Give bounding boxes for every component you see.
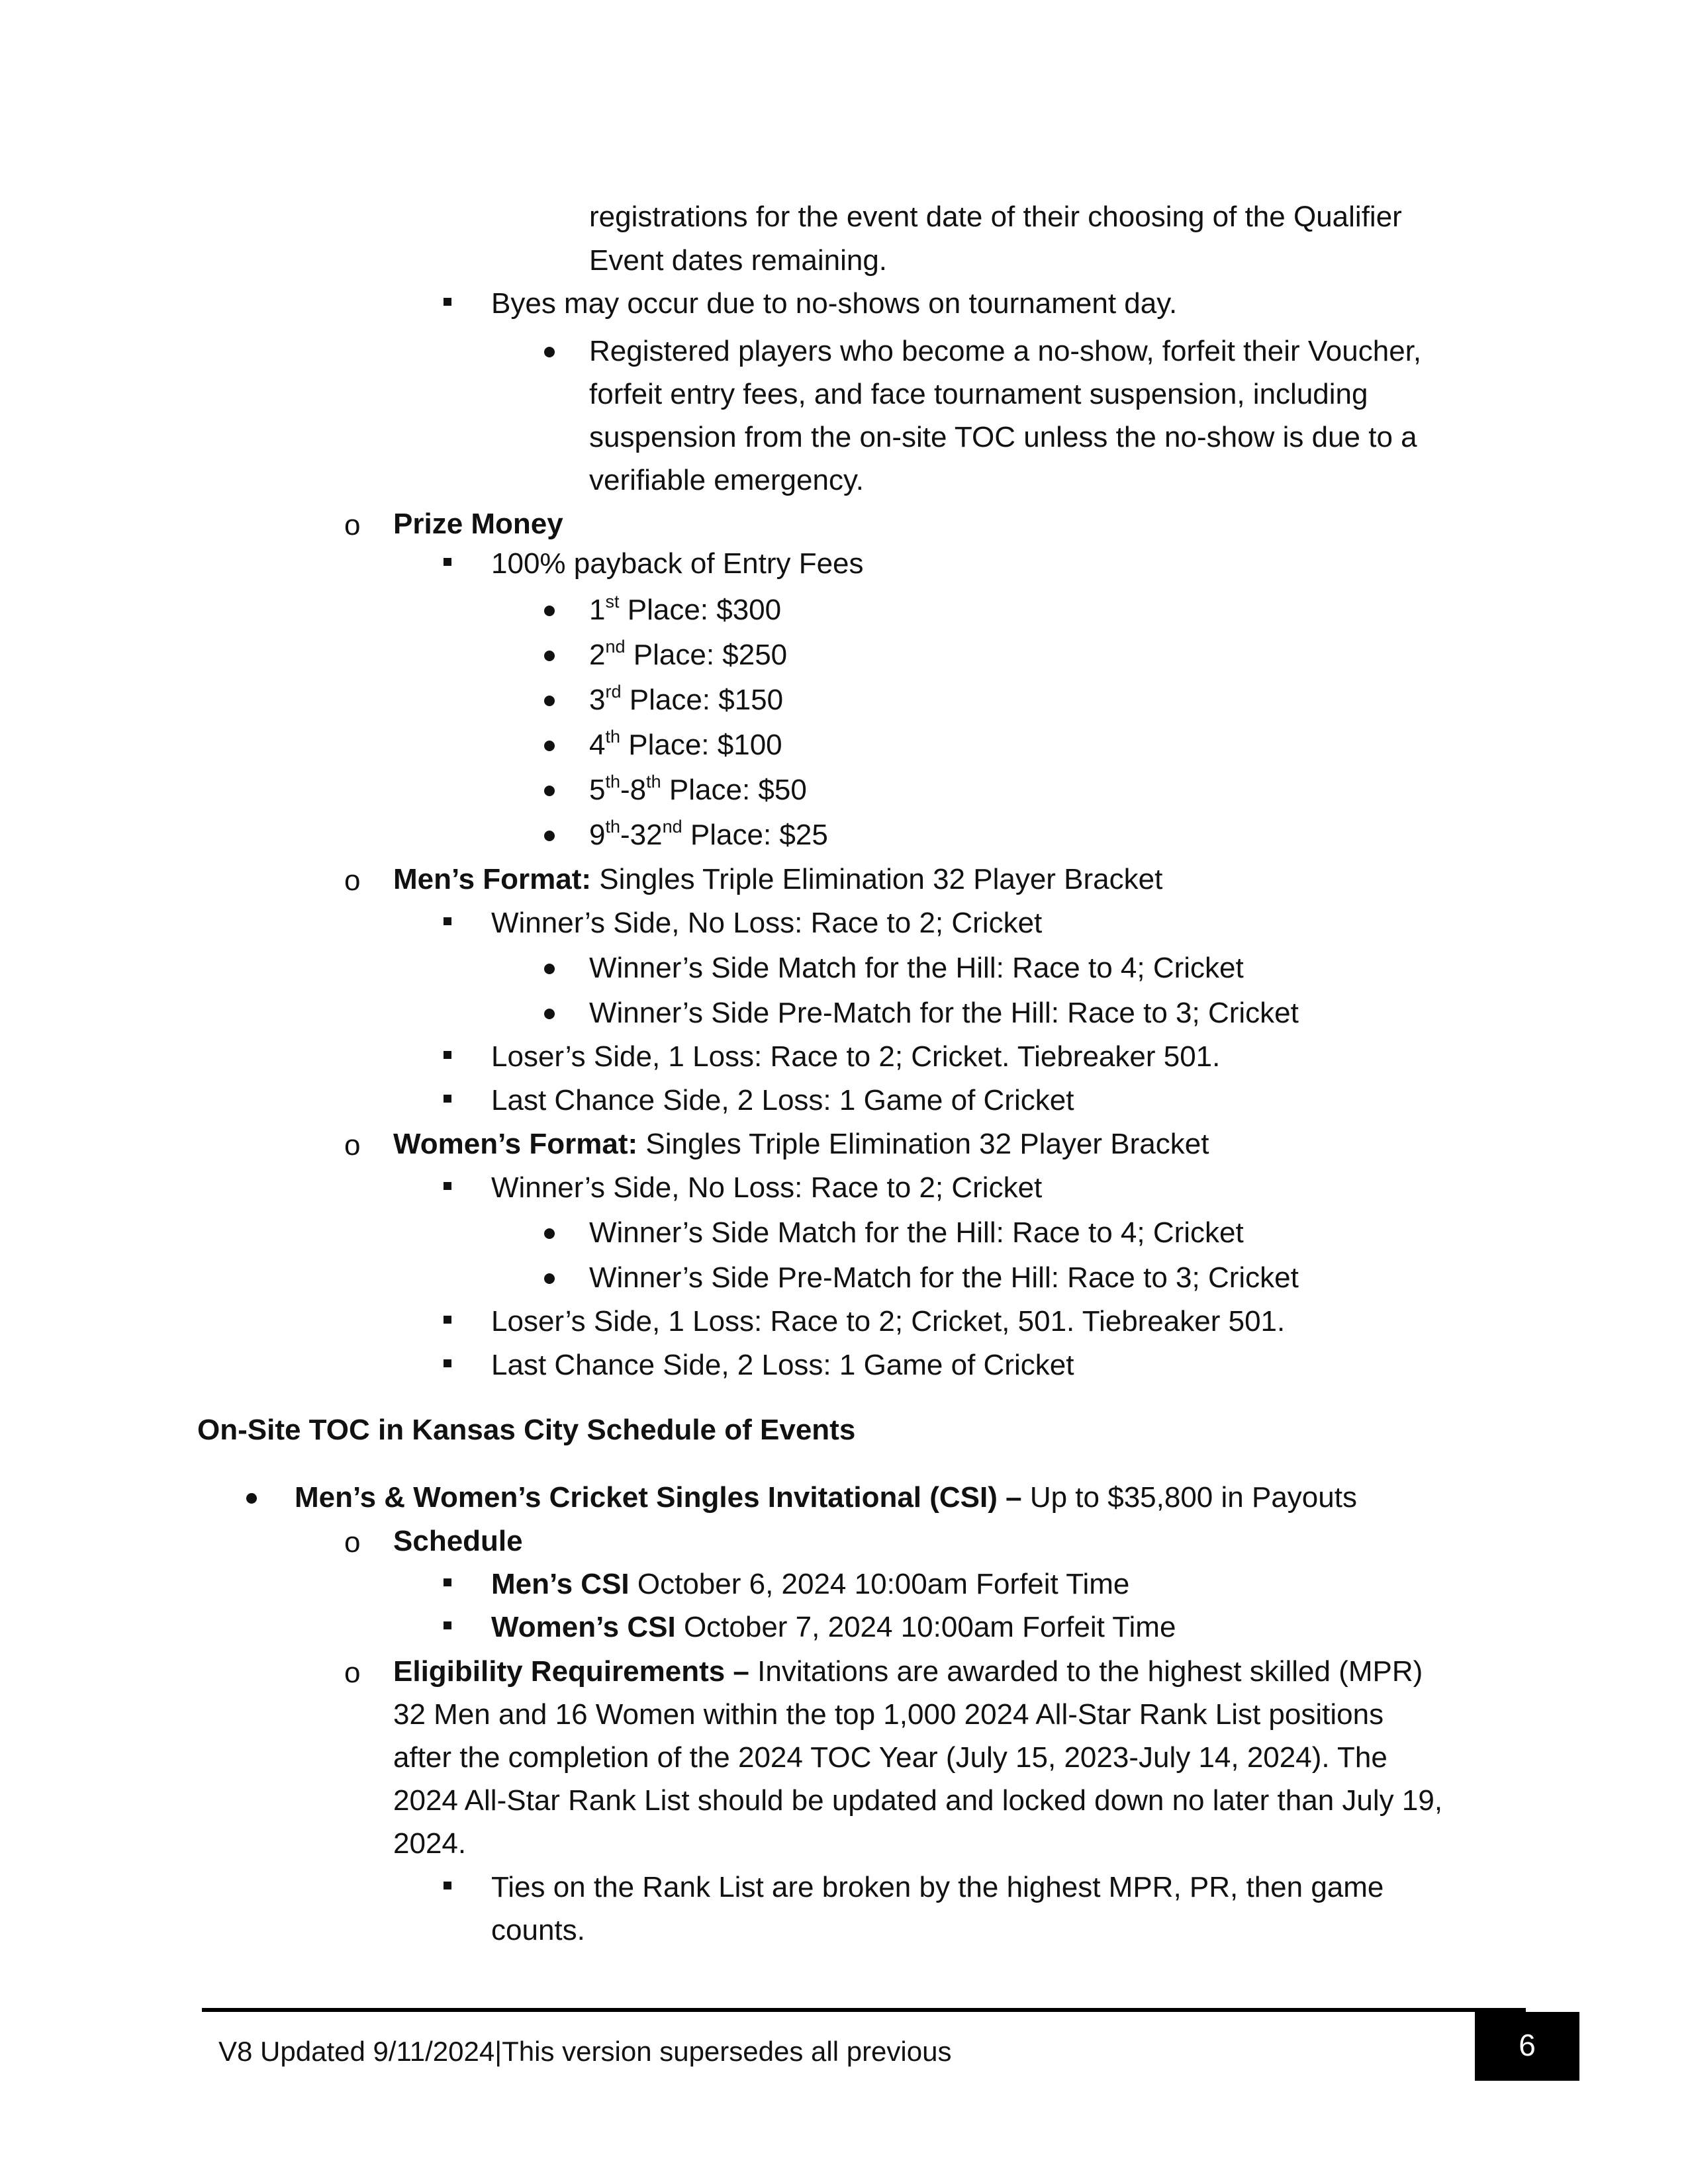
square-bullet-icon: [444, 917, 451, 925]
mens-format-line: Men’s Format: Singles Triple Elimination 32 Player Bracket: [393, 863, 1163, 895]
eligibility-continuation: 32 Men and 16 Women within the top 1,000 2024 All-Star Rank List positions: [393, 1698, 1384, 1731]
square-bullet-icon: [444, 558, 451, 566]
square-bullet-icon: [444, 1621, 451, 1629]
list-item: Winner’s Side, No Loss: Race to 2; Cricket: [491, 1171, 1043, 1204]
list-item: Winner’s Side Match for the Hill: Race to 4; Cricket: [589, 952, 1244, 984]
list-item: Winner’s Side Pre-Match for the Hill: Race to 3; Cricket: [589, 997, 1299, 1029]
round-bullet-icon: [544, 347, 555, 357]
round-bullet-icon: [544, 964, 555, 974]
square-bullet-icon: [444, 1578, 451, 1586]
schedule-heading: Schedule: [393, 1525, 523, 1557]
circle-bullet-icon: o: [344, 1129, 361, 1161]
footer-rule: [202, 2008, 1526, 2012]
list-item-continuation: counts.: [491, 1914, 585, 1946]
square-bullet-icon: [444, 1316, 451, 1324]
continuation-line: registrations for the event date of their choosing of the Qualifier: [589, 201, 1402, 233]
eligibility-continuation: 2024.: [393, 1827, 467, 1860]
square-bullet-icon: [444, 1095, 451, 1103]
round-bullet-icon: [544, 606, 555, 616]
list-item: Byes may occur due to no-shows on tournament day.: [491, 287, 1178, 320]
footer-text: V8 Updated 9/11/2024|This version supersedes all previous: [218, 2036, 952, 2067]
round-bullet-icon: [544, 831, 555, 841]
circle-bullet-icon: o: [344, 1657, 361, 1689]
prize-place-2: 2nd Place: $250: [589, 637, 788, 671]
square-bullet-icon: [444, 298, 451, 306]
square-bullet-icon: [444, 1182, 451, 1190]
list-item: Ties on the Rank List are broken by the highest MPR, PR, then game: [491, 1871, 1384, 1903]
round-bullet-icon: [246, 1493, 257, 1504]
square-bullet-icon: [444, 1882, 451, 1889]
prize-place-4: 4th Place: $100: [589, 727, 782, 761]
page-number: 6: [1519, 2028, 1536, 2062]
list-item: Loser’s Side, 1 Loss: Race to 2; Cricket. Tiebreaker 501.: [491, 1040, 1221, 1073]
circle-bullet-icon: o: [344, 509, 361, 541]
round-bullet-icon: [544, 1273, 555, 1284]
list-item-continuation: suspension from the on-site TOC unless the no-show is due to a: [589, 421, 1417, 453]
prize-place-1: 1st Place: $300: [589, 592, 782, 626]
square-bullet-icon: [444, 1051, 451, 1059]
circle-bullet-icon: o: [344, 1526, 361, 1559]
round-bullet-icon: [544, 1228, 555, 1239]
list-item: Winner’s Side, No Loss: Race to 2; Cricket: [491, 907, 1043, 939]
eligibility-continuation: 2024 All-Star Rank List should be updated and locked down no later than July 19,: [393, 1784, 1443, 1817]
square-bullet-icon: [444, 1359, 451, 1367]
prize-payback: 100% payback of Entry Fees: [491, 547, 864, 580]
list-item: Winner’s Side Pre-Match for the Hill: Race to 3; Cricket: [589, 1261, 1299, 1294]
prize-place-5-8: 5th-8th Place: $50: [589, 772, 807, 806]
continuation-line: Event dates remaining.: [589, 244, 888, 277]
section-heading: On-Site TOC in Kansas City Schedule of Events: [197, 1414, 856, 1446]
list-item-continuation: verifiable emergency.: [589, 464, 864, 496]
page-number-box: [1475, 2012, 1579, 2081]
mens-csi-line: Men’s CSI October 6, 2024 10:00am Forfeit Time: [491, 1568, 1130, 1600]
womens-csi-line: Women’s CSI October 7, 2024 10:00am Forfeit Time: [491, 1611, 1176, 1643]
round-bullet-icon: [544, 1009, 555, 1019]
round-bullet-icon: [544, 786, 555, 796]
prize-money-heading: Prize Money: [393, 508, 563, 540]
womens-format-line: Women’s Format: Singles Triple Elimination 32 Player Bracket: [393, 1128, 1209, 1160]
circle-bullet-icon: o: [344, 864, 361, 897]
round-bullet-icon: [544, 651, 555, 661]
round-bullet-icon: [544, 741, 555, 751]
prize-place-9-32: 9th-32nd Place: $25: [589, 817, 828, 851]
list-item: Registered players who become a no-show, forfeit their Voucher,: [589, 335, 1422, 367]
prize-place-3: 3rd Place: $150: [589, 682, 784, 716]
round-bullet-icon: [544, 696, 555, 706]
eligibility-line: Eligibility Requirements – Invitations are awarded to the highest skilled (MPR): [393, 1655, 1423, 1688]
eligibility-continuation: after the completion of the 2024 TOC Year (July 15, 2023-July 14, 2024). The: [393, 1741, 1387, 1774]
list-item: Last Chance Side, 2 Loss: 1 Game of Cricket: [491, 1084, 1074, 1116]
list-item: Loser’s Side, 1 Loss: Race to 2; Cricket, 501. Tiebreaker 501.: [491, 1305, 1286, 1338]
csi-line: Men’s & Women’s Cricket Singles Invitational (CSI) – Up to $35,800 in Payouts: [295, 1481, 1357, 1514]
list-item: Winner’s Side Match for the Hill: Race to 4; Cricket: [589, 1216, 1244, 1249]
list-item-continuation: forfeit entry fees, and face tournament suspension, including: [589, 378, 1368, 410]
list-item: Last Chance Side, 2 Loss: 1 Game of Cricket: [491, 1349, 1074, 1381]
